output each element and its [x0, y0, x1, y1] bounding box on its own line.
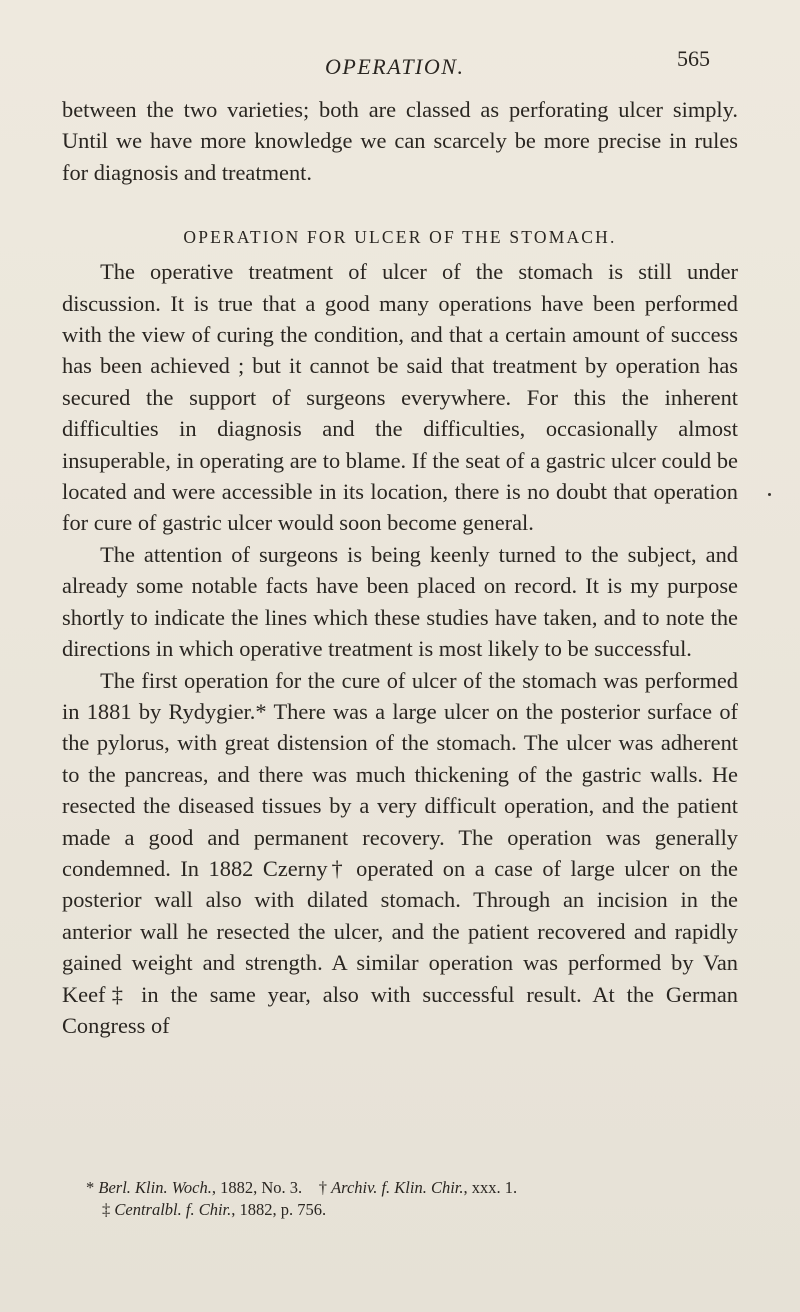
paragraph-continuation: between the two varieties; both are classed as perforating ulcer simply. Until we have more knowledge we can scarcely be more precise in rules for diagnosis and treatment. [62, 97, 738, 185]
footnote-detail-centralbl: , 1882, p. 756. [231, 1200, 327, 1219]
section-heading: OPERATION FOR ULCER OF THE STOMACH. [183, 227, 617, 248]
footnote-mark-dagger: † [318, 1178, 327, 1197]
footnote-source-berl-klin: Berl. Klin. Woch. [98, 1178, 212, 1197]
footnote-line-second [86, 1199, 736, 1221]
footnote-detail-berl-klin: , 1882, No. 3. [211, 1178, 303, 1197]
running-head [0, 46, 800, 86]
footnote-mark-asterisk: * [86, 1178, 95, 1197]
margin-ink-speck [768, 493, 771, 496]
footnote-detail-archiv: , xxx. 1. [463, 1178, 518, 1197]
paragraph-attention-of-surgeons: The attention of surgeons is being keenly turned to the subject, and already some notable facts have been placed on record. It is my purpose shortly to indicate the lines which these studies have taken, and to note the directions in which operative treatment is most likely to be successful. [62, 541, 738, 662]
footnotes [86, 1177, 736, 1221]
footnote-line-first [86, 1177, 736, 1199]
body-text [62, 94, 738, 1041]
page-number: 565 [677, 46, 710, 71]
footnote-source-archiv: Archiv. f. Klin. Chir. [331, 1178, 464, 1197]
paragraph-operative-treatment: The operative treatment of ulcer of the stomach is still under discussion. It is true that a good many operations have been performed with the view of curing the condition, and that a certain amount of success has been achieved ; but it cannot be said that treatment by operation has secured the support of surgeons everywhere. For this the inherent difficulties in diagnosis and the difficulties, occasionally almost insuperable, in operating are to blame. If the seat of a gastric ulcer could be located and were accessible in its location, there is no doubt that operation for cure of gastric ulcer would soon become general. [62, 259, 738, 536]
footnote-source-centralbl: Centralbl. f. Chir. [114, 1200, 232, 1219]
running-title: OPERATION. [325, 54, 465, 79]
footnote-mark-double-dagger: ‡ [102, 1200, 111, 1219]
paragraph-first-operation: The first operation for the cure of ulcer of the stomach was performed in 1881 by Rydygier.* There was a large ulcer on the posterior surface of the pylorus, with great distension of the stomach. The ulcer was adherent to the pancreas, and there was much thickening of the gastric walls. He resected the diseased tissues by a very difficult operation, and the patient made a good and permanent recovery. The operation was generally condemned. In 1882 Czerny† operated on a case of large ulcer on the posterior wall also with dilated stomach. Through an incision in the anterior wall he resected the ulcer, and the patient recovered and rapidly gained weight and strength. A similar operation was performed by Van Keef‡ in the same year, also with successful result. At the German Congress of [62, 667, 738, 1038]
